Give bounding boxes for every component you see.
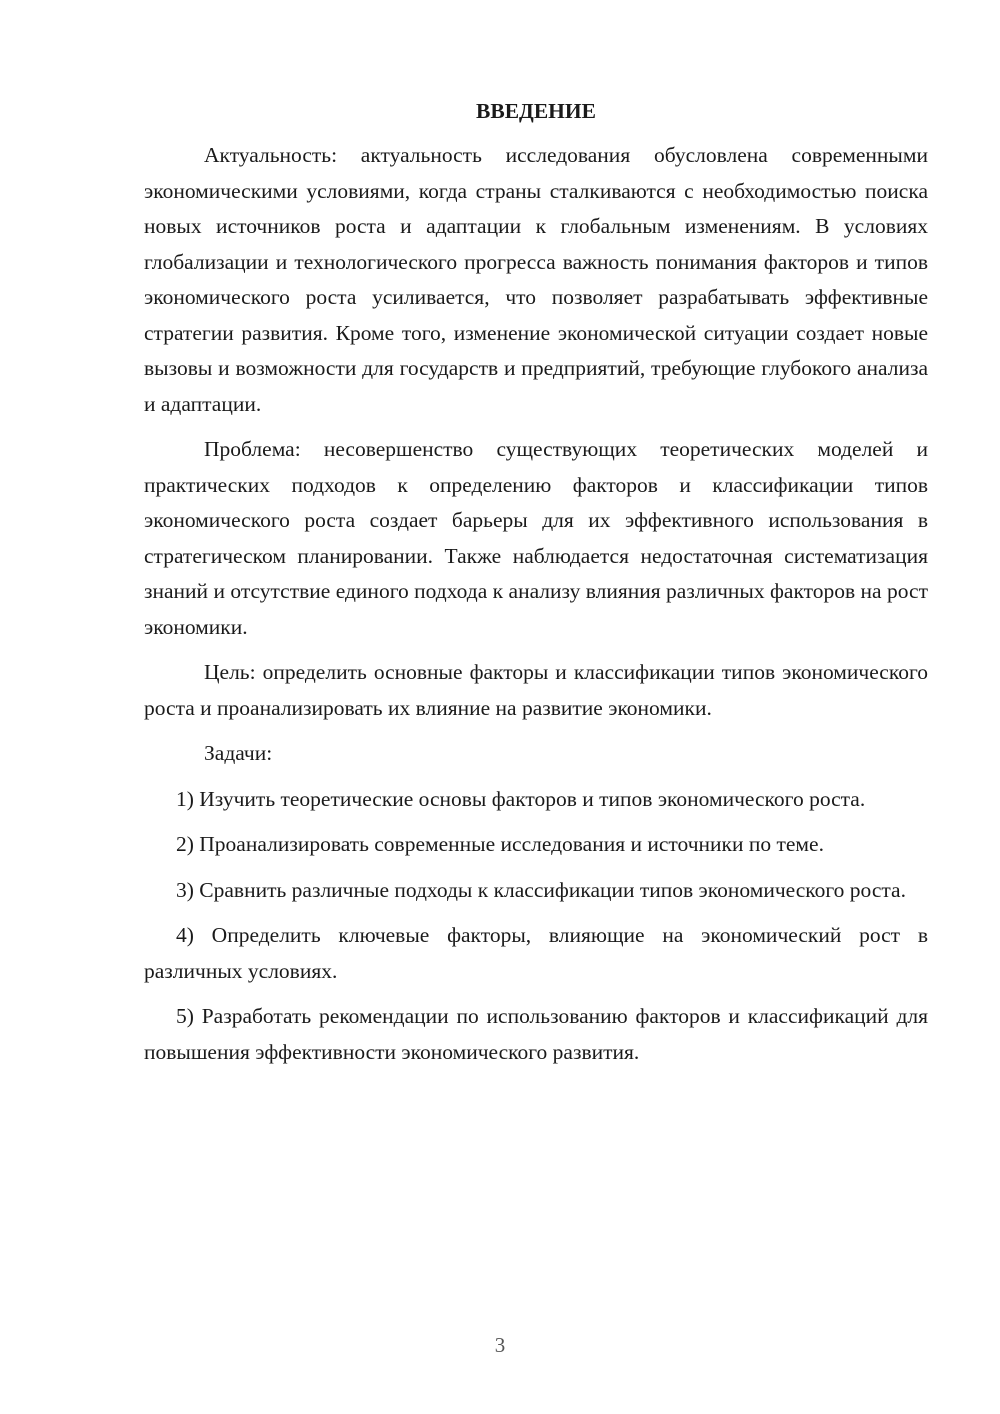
section-title: ВВЕДЕНИЕ <box>476 99 596 123</box>
task-item: 4) Определить ключевые факторы, влияющие на экономический рост в различных условиях. <box>144 923 928 983</box>
document-page <box>144 96 928 1080</box>
page-number: 3 <box>494 1333 506 1357</box>
task-item: 1) Изучить теоретические основы факторов и типов экономического роста. <box>176 786 866 811</box>
paragraph-goal: Цель: определить основные факторы и классификации типов экономического роста и проанализировать их влияние на развитие экономики. <box>144 660 928 720</box>
tasks-heading: Задачи: <box>204 741 273 765</box>
task-item: 2) Проанализировать современные исследования и источники по теме. <box>176 832 824 856</box>
paragraph-relevance: Актуальность: актуальность исследования обусловлена современными экономическими условиями, когда страны сталкиваются с необходимостью поиска новых источников роста и адаптации к глобальным изменениям. В условиях глобализации и технологического прогресса важность понимания факторов и типов экономического роста усиливается, что позволяет разрабатывать эффективные стратегии развития. Кроме того, изменение экономической ситуации создает новые вызовы и возможности для государств и предприятий, требующие глубокого анализа и адаптации. <box>144 143 928 416</box>
task-item: 5) Разработать рекомендации по использованию факторов и классификаций для повышения эффективности экономического развития. <box>144 1004 928 1064</box>
paragraph-problem: Проблема: несовершенство существующих теоретических моделей и практических подходов к определению факторов и классификации типов экономического роста создает барьеры для их эффективного использования в стратегическом планировании. Также наблюдается недостаточная систематизация знаний и отсутствие единого подхода к анализу влияния различных факторов на рост экономики. <box>144 437 928 639</box>
task-item: 3) Сравнить различные подходы к классификации типов экономического роста. <box>176 877 906 902</box>
